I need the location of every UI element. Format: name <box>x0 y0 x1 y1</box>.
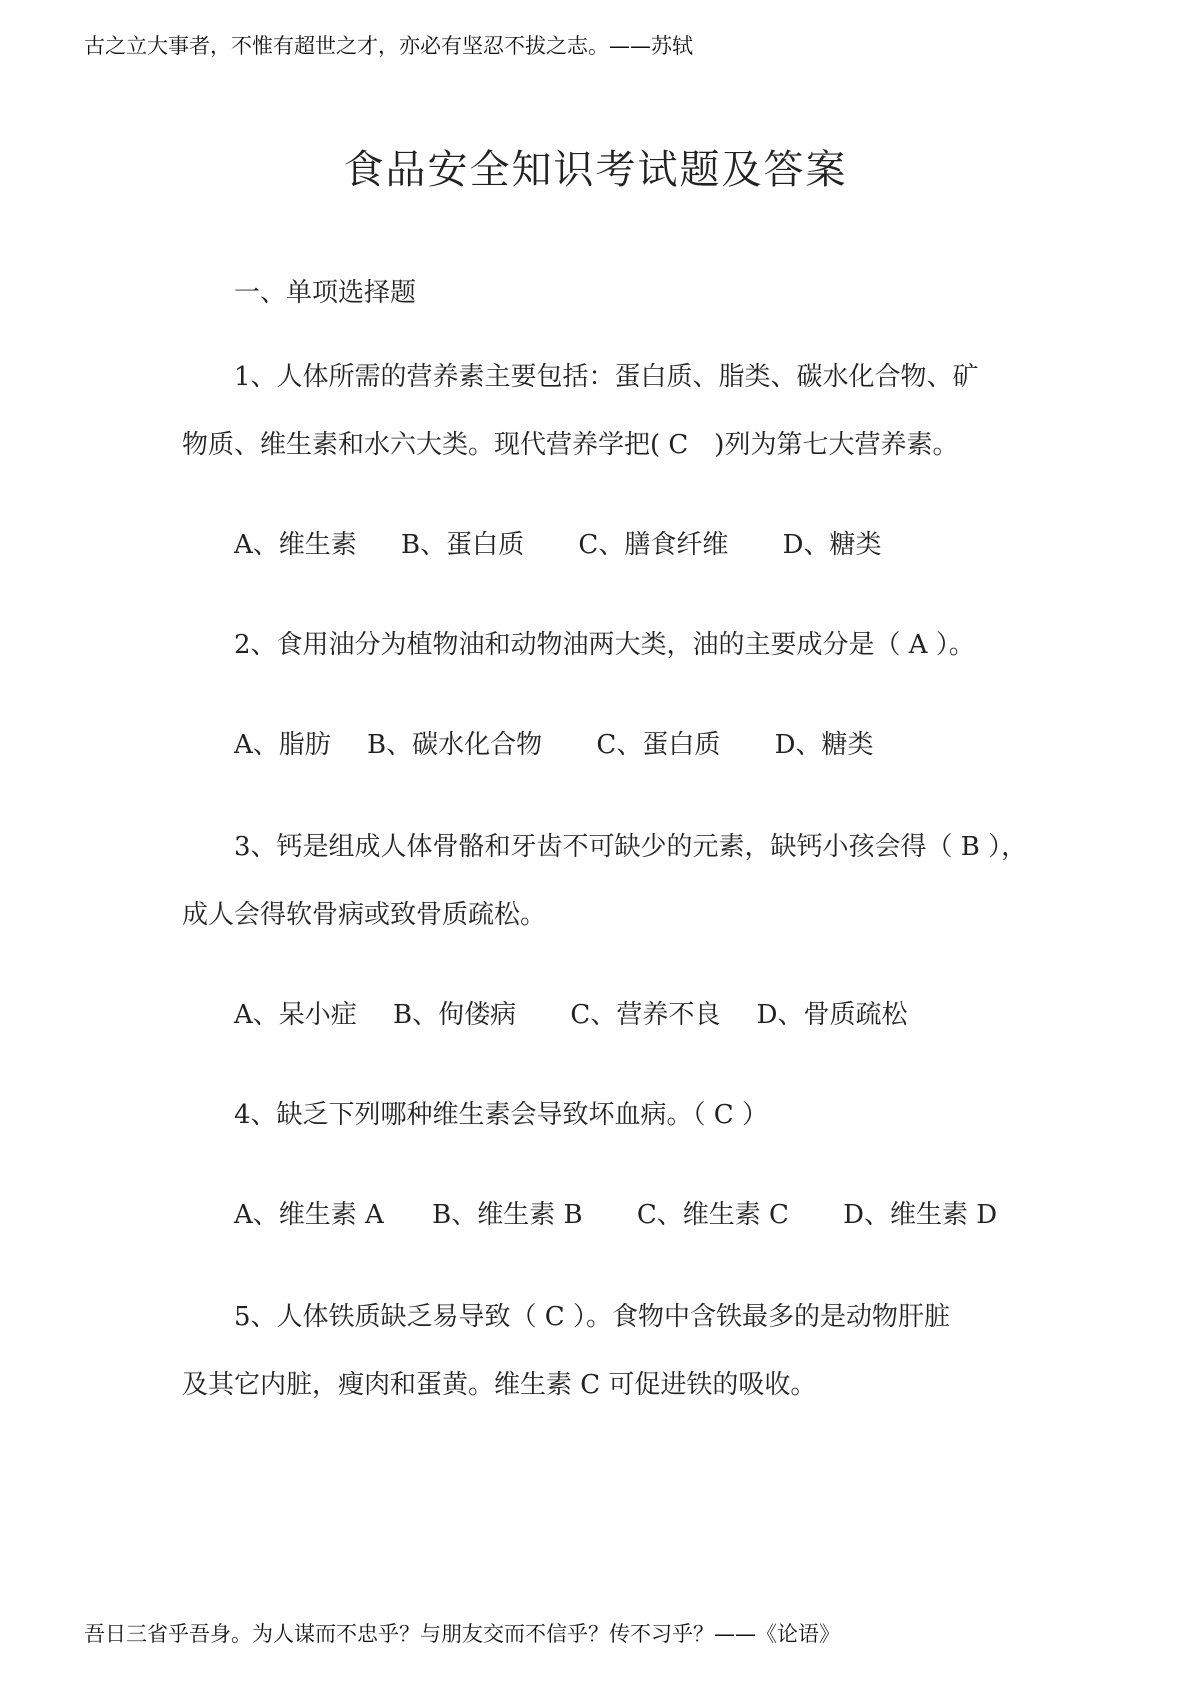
question-1-line-2: 物质、维生素和水六大类。现代营养学把( C )列为第七大营养素。 <box>182 430 959 460</box>
question-3-options <box>234 994 907 1031</box>
footer-quote: 吾日三省乎吾身。为人谋而不忠乎？与朋友交而不信乎？传不习乎？——《论语》 <box>84 1622 840 1646</box>
option-c: C、维生素 C <box>636 1200 789 1230</box>
option-c: C、蛋白质 <box>596 730 721 760</box>
option-b: B、维生素 B <box>432 1200 583 1230</box>
option-d: D、维生素 D <box>843 1200 998 1230</box>
question-1-options <box>234 524 881 561</box>
question-2-line-1: 2、食用油分为植物油和动物油两大类，油的主要成分是（ A ）。 <box>234 630 975 660</box>
question-5-line-1: 5、人体铁质缺乏易导致（ C ）。食物中含铁最多的是动物肝脏 <box>234 1302 950 1332</box>
option-d: D、糖类 <box>774 730 874 760</box>
option-c: C、营养不良 <box>570 1000 721 1030</box>
question-5-line-2: 及其它内脏，瘦肉和蛋黄。维生素 C 可促进铁的吸收。 <box>182 1370 817 1400</box>
header-quote: 古之立大事者，不惟有超世之才，亦必有坚忍不拔之志。——苏轼 <box>84 34 693 58</box>
question-3-line-2: 成人会得软骨病或致骨质疏松。 <box>182 900 547 930</box>
question-1-line-1: 1、人体所需的营养素主要包括：蛋白质、脂类、碳水化合物、矿 <box>234 362 979 392</box>
option-a: A、脂肪 <box>234 730 331 760</box>
option-d: D、糖类 <box>782 530 882 560</box>
option-a: A、维生素 A <box>234 1200 384 1230</box>
option-d: D、骨质疏松 <box>756 1000 908 1030</box>
option-a: A、呆小症 <box>234 1000 357 1030</box>
option-a: A、维生素 <box>234 530 357 560</box>
question-3-line-1: 3、钙是组成人体骨骼和牙齿不可缺少的元素，缺钙小孩会得（ B ）， <box>234 832 1028 862</box>
question-4-line-1: 4、缺乏下列哪种维生素会导致坏血病。（ C ） <box>234 1100 768 1130</box>
option-b: B、蛋白质 <box>401 530 525 560</box>
section-heading: 一、单项选择题 <box>234 278 417 308</box>
option-c: C、膳食纤维 <box>578 530 729 560</box>
document-title: 食品安全知识考试题及答案 <box>343 147 848 193</box>
option-b: B、佝偻病 <box>393 1000 517 1030</box>
question-4-options <box>234 1194 997 1231</box>
option-b: B、碳水化合物 <box>367 730 543 760</box>
question-2-options <box>234 724 873 761</box>
